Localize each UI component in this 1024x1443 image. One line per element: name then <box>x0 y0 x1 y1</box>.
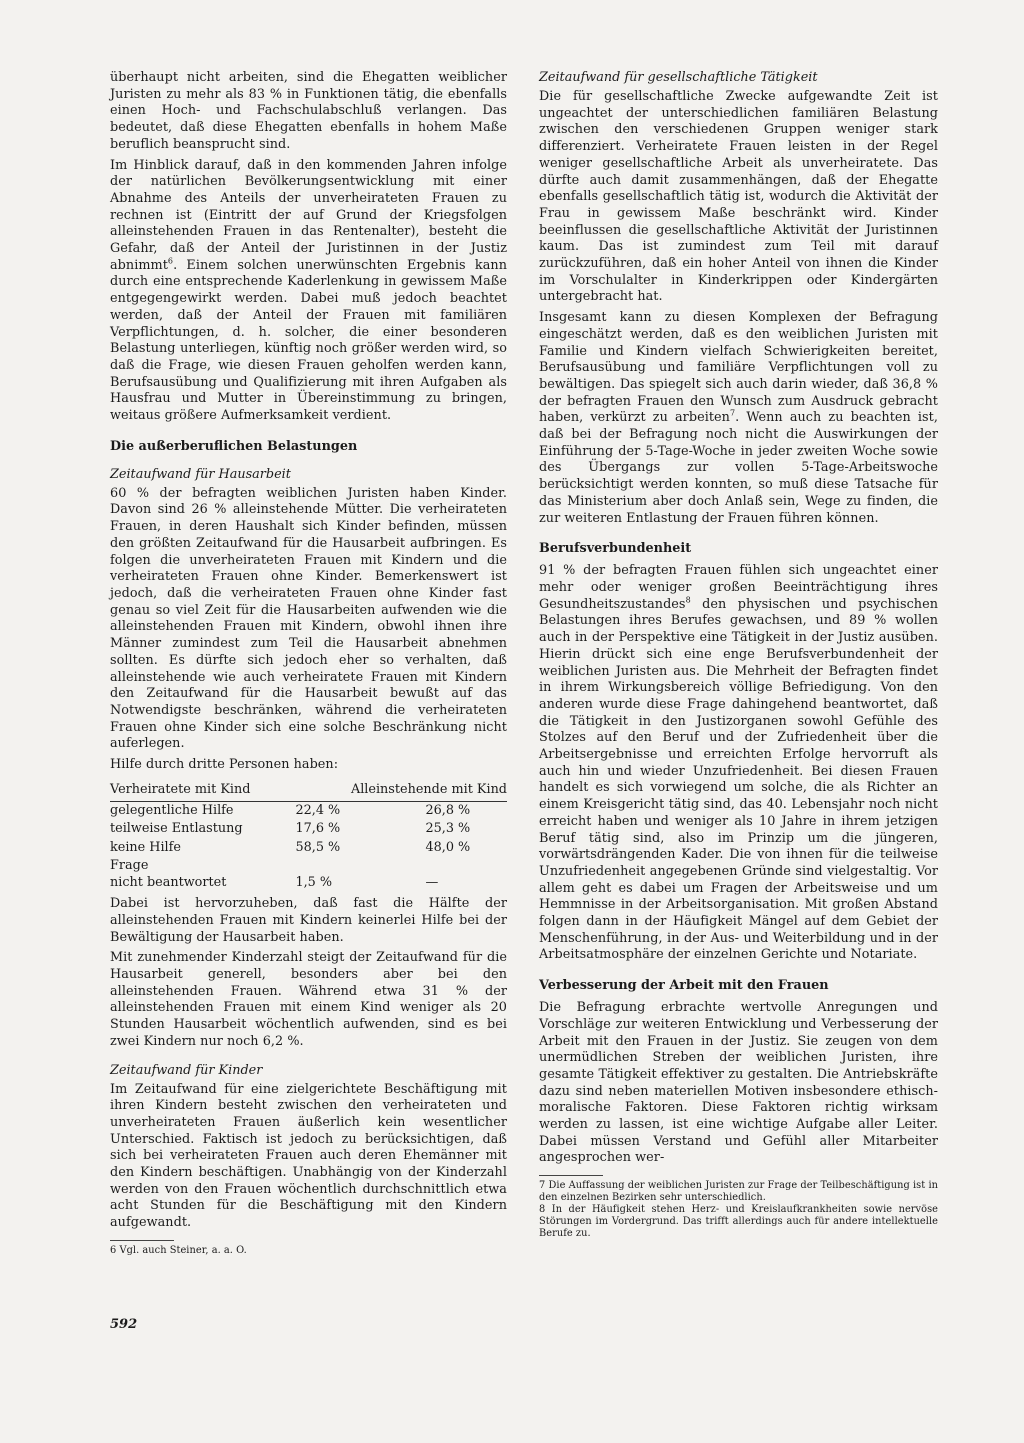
paragraph: Die Befragung erbrachte wertvolle Anregungen und Vorschläge zur weiteren Entwicklung und Verbesserung der Arbeit mit den Frauen in der Justiz. Sie zeugen von dem unermüdlichen Streben der weiblichen Juristen, ihre gesamte Tätigkeit effektiver zu gestalten. Die Antriebskräfte dazu sind neben materiellen Motiven insbesondere ethisch-moralische Faktoren. Diese Faktoren richtig wirksam werden zu lassen, ist eine wichtige Aufgabe aller Leiter. Dabei müssen Verstand und Gefühl aller Mitarbeiter angesprochen wer- <box>539 1000 938 1166</box>
subsection-heading: Zeitaufwand für Hausarbeit <box>110 466 291 482</box>
paragraph: Insgesamt kann zu diesen Komplexen der Befragung eingeschätzt werden, daß es den weiblichen Juristen mit Familie und Kindern vielfach Schwierigkeiten bereitet, Berufsausübung und familiäre Verpflichtungen voll zu bewältigen. Das spiegelt sich auch darin wieder, daß 36,8 % der befragten Frauen den Wunsch zum Ausdruck gebracht haben, verkürzt zu arbeiten$^7$. Wenn auch zu beachten ist, daß bei der Befragung noch nicht die Auswirkungen der Einführung der 5-Tage-Woche in jeder zweiten Woche sowie des Übergangs zur vollen 5-Tage-Arbeitswoche berücksichtigt werden konnten, so muß diese Tatsache für das Ministerium aber doch Anlaß sein, Wege zu finden, die zur weiteren Entlastung der Frauen führen können. <box>539 310 938 526</box>
footnote-divider <box>110 1240 174 1241</box>
cell: 58,5 % <box>295 839 341 855</box>
cell: 26,8 % <box>425 802 471 818</box>
section-heading: Die außerberuflichen Belastungen <box>110 438 358 454</box>
paragraph: Mit zunehmender Kinderzahl steigt der Zeitaufwand für die Hausarbeit generell, besonders aber bei den alleinstehenden Frauen. Während etwa 31 % der alleinstehenden Frauen mit einem Kind weniger als 20 Stunden Hausarbeit wöchentlich aufwenden, sind es bei zwei Kindern nur noch 6,2 %. <box>110 950 507 1049</box>
row-label: Frage nicht beantwortet <box>110 858 227 890</box>
footnote: 7 Die Auffassung der weiblichen Juristen zur Frage der Teilbeschäftigung ist in den einzelnen Bezirken sehr unterschiedlich. <box>539 1180 938 1203</box>
paragraph: 60 % der befragten weiblichen Juristen haben Kinder. Davon sind 26 % alleinstehende Mütter. Die verheirateten Frauen, in deren Haushalt sich Kinder befinden, müssen den größten Zeitaufwand für die Hausarbeit aufbringen. Es folgen die unverheirateten Frauen mit Kindern und die verheirateten Frauen ohne Kinder. Bemerkenswert ist jedoch, daß die verheirateten Frauen ohne Kinder fast genau so viel Zeit für die Hausarbeiten aufwenden wie die alleinstehenden Frauen mit Kindern, obwohl ihnen ihre Männer zumindest zum Teil die Hausarbeit abnehmen sollten. Es dürfte sich jedoch eher so verhalten, daß alleinstehende wie auch verheiratete Frauen mit Kindern den Zeitaufwand für die Hausarbeit bewußt auf das Notwendigste beschränken, während die verheirateten Frauen ohne Kinder sich eine solche Beschränkung nicht auferlegen. <box>110 485 507 752</box>
row-label: gelegentliche Hilfe <box>110 802 234 818</box>
table-row <box>110 820 507 839</box>
paragraph: Im Zeitaufwand für eine zielgerichtete Beschäftigung mit ihren Kindern besteht zwischen den verheirateten und unverheirateten Frauen äußerlich kein wesentlicher Unterschied. Faktisch ist jedoch zu berücksichtigen, daß sich bei verheirateten Frauen auch deren Ehemänner mit den Kindern beschäftigen. Unabhängig von der Kinderzahl werden von den Frauen wöchentlich durchschnittlich etwa acht Stunden für die Beschäftigung mit den Kindern aufgewandt. <box>110 1081 507 1231</box>
table-row <box>110 801 507 820</box>
cell: 1,5 % <box>295 874 333 890</box>
footnote-ref: 8 <box>685 595 691 605</box>
footnote-divider <box>539 1175 603 1176</box>
page-number: 592 <box>110 1317 138 1332</box>
right-column <box>539 70 938 1239</box>
section-heading: Berufsverbundenheit <box>539 541 692 557</box>
cell: 22,4 % <box>295 802 341 818</box>
table-intro: Hilfe durch dritte Personen haben: <box>110 757 339 773</box>
subsection-heading: Zeitaufwand für Kinder <box>110 1062 263 1078</box>
paragraph: überhaupt nicht arbeiten, sind die Ehegatten weiblicher Juristen zu mehr als 83 % in Funktionen tätig, die ebenfalls einen Hoch- und Fachschulabschluß verlangen. Das bedeutet, daß diese Ehegatten ebenfalls in hohem Maße beruflich beansprucht sind. <box>110 70 507 152</box>
table-row <box>110 857 507 892</box>
paragraph: Dabei ist hervorzuheben, daß fast die Hälfte der alleinstehenden Frauen mit Kindern keinerlei Hilfe bei der Bewältigung der Hausarbeit haben. <box>110 896 507 945</box>
cell: 25,3 % <box>425 821 471 837</box>
cell: 48,0 % <box>425 839 471 855</box>
table-row <box>110 839 507 858</box>
paragraph: Die für gesellschaftliche Zwecke aufgewandte Zeit ist ungeachtet der unterschiedlichen familiären Belastung zwischen den verschiedenen Gruppen weniger stark differenziert. Verheiratete Frauen leisten in der Regel weniger gesellschaftliche Arbeit als unverheiratete. Das dürfte auch damit zusammenhängen, daß der Ehegatte ebenfalls gesellschaftlich tätig ist, wodurch die Aktivität der Frau in gewissem Maße beschränkt wird. Kinder beeinflussen die gesellschaftliche Aktivität der Juristinnen kaum. Das ist zumindest zum Teil mit darauf zurückzuführen, daß ein hoher Anteil von ihnen die Kinder im Vorschulalter in Kinderkrippen oder Kindergärten untergebracht hat. <box>539 89 938 305</box>
footnote-ref: 6 <box>167 256 174 266</box>
paragraph: 91 % der befragten Frauen fühlen sich ungeachtet einer mehr oder weniger großen Beeinträchtigung ihres Gesundheitszustandes$^8$ den physischen und psychischen Belastungen ihres Berufes gewachsen, und 89 % wollen auch in der Perspektive eine Tätigkeit in der Justiz ausüben. Hierin drückt sich eine enge Berufsverbundenheit der weiblichen Juristen aus. Die Mehrheit der Befragten findet in ihrem Wirkungsbereich völlige Befriedigung. Von den anderen wurde diese Frage dahingehend beantwortet, daß die Tätigkeit in den Justizorganen sowohl Gefühle des Stolzes auf den Beruf und der Zufriedenheit über die Arbeitsergebnisse und erreichten Erfolge hervorruft als auch hin und wieder Unzufriedenheit. Bei diesen Frauen handelt es sich vorwiegend um solche, die als Richter an einem Kreisgericht tätig sind, das 40. Lebensjahr noch nicht erreicht haben und weniger als 10 Jahre in ihrem jetzigen Beruf tätig sind, also im Prinzip um die jüngeren, vorwärtsdrängenden Kader. Die von ihnen für die teilweise Unzufriedenheit angegebenen Gründe sind vielgestaltig. Vor allem geht es dabei um Fragen der Arbeitsweise und um Hemmnisse in der Arbeitsorganisation. Mit großen Abstand folgen dann in der Häufigkeit Mängel auf dem Gebiet der Menschenführung, in der Aus- und Weiterbildung und in der Arbeitsatmosphäre der einzelnen Gerichte und Notariate. <box>539 563 938 963</box>
column-header: Alleinstehende mit Kind <box>295 779 507 802</box>
row-label: keine Hilfe <box>110 839 181 855</box>
table-header <box>110 779 507 802</box>
subsection-heading: Zeitaufwand für gesellschaftliche Tätigkeit <box>539 70 818 85</box>
footnote: 8 In der Häufigkeit stehen Herz- und Kreislaufkrankheiten sowie nervöse Störungen im Vordergrund. Das trifft allerdings auch für andere intellektuelle Berufe zu. <box>539 1204 938 1239</box>
footnote-ref: 7 <box>729 409 736 419</box>
column-header: Verheiratete mit Kind <box>110 779 295 802</box>
row-label: teilweise Entlastung <box>110 821 243 837</box>
help-table <box>110 779 507 893</box>
section-heading: Verbesserung der Arbeit mit den Frauen <box>539 978 829 994</box>
footnote: 6 Vgl. auch Steiner, a. a. O. <box>110 1244 247 1256</box>
left-column <box>110 70 507 1256</box>
cell: — <box>425 874 439 890</box>
cell: 17,6 % <box>295 821 341 837</box>
paragraph: Im Hinblick darauf, daß in den kommenden Jahren infolge der natürlichen Bevölkerungsentwicklung mit einer Abnahme des Anteils der unverheirateten Frauen zu rechnen ist (Eintritt der auf Grund der Kriegsfolgen alleinstehenden Frauen in das Rentenalter), besteht die Gefahr, daß der Anteil der Juristinnen in der Justiz abnimmt$^6$. Einem solchen unerwünschten Ergebnis kann durch eine entsprechende Kaderlenkung in gewissem Maße entgegengewirkt werden. Dabei muß jedoch beachtet werden, daß der Anteil der Frauen mit familiären Verpflichtungen, d. h. solcher, die einer besonderen Belastung unterliegen, künftig noch größer werden wird, so daß die Frage, wie diesen Frauen geholfen werden kann, Berufsausübung und Qualifizierung mit ihren Aufgaben als Hausfrau und Mutter in Übereinstimmung zu bringen, weitaus größere Aufmerksamkeit verdient. <box>110 157 507 424</box>
